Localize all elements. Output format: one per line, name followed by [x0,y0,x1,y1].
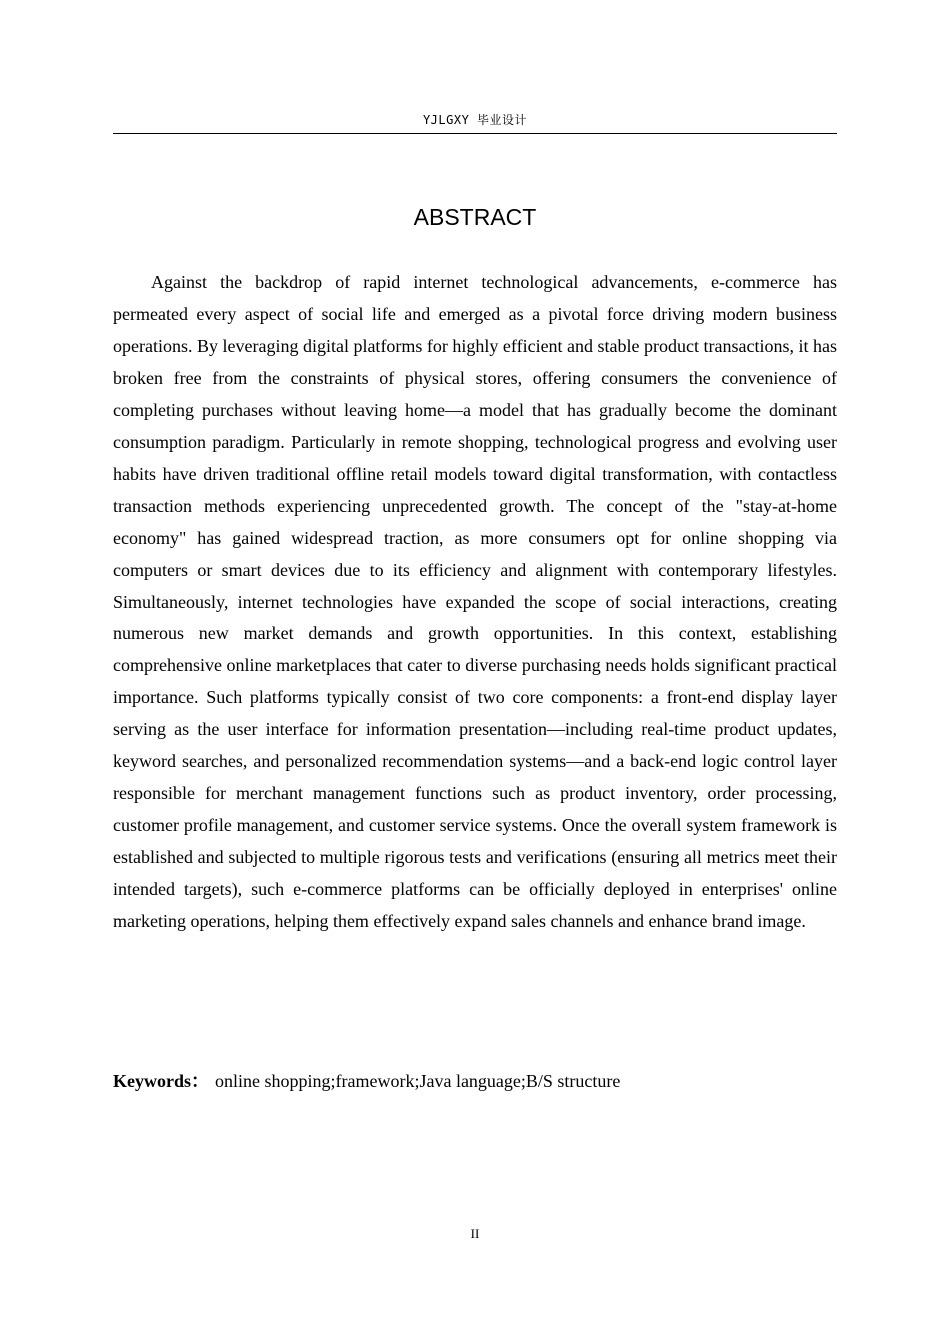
page-header [113,110,837,134]
header-text: YJLGXY 毕业设计 [422,113,528,127]
keywords-line [113,1066,837,1096]
keywords-label: Keywords [113,1071,191,1091]
abstract-body: Against the backdrop of rapid internet technological advancements, e-commerce has permeated every aspect of social life and emerged as a pivotal force driving modern business operations. By leveraging digital platforms for highly efficient and stable product transactions, it has broken free from the constraints of physical stores, offering consumers the convenience of completing purchases without leaving home—a model that has gradually become the dominant consumption paradigm. Particularly in remote shopping, technological progress and evolving user habits have driven traditional offline retail models toward digital transformation, with contactless transaction methods experiencing unprecedented growth. The concept of the "stay-at-home economy" has gained widespread traction, as more consumers opt for online shopping via computers or smart devices due to its efficiency and alignment with contemporary lifestyles. Simultaneously, internet technologies have expanded the scope of social interactions, creating numerous new market demands and growth opportunities. In this context, establishing comprehensive online marketplaces that cater to diverse purchasing needs holds significant practical importance. Such platforms typically consist of two core components: a front-end display layer serving as the user interface for information presentation—including real-time product updates, keyword searches, and personalized recommendation systems—and a back-end logic control layer responsible for merchant management functions such as product inventory, order processing, customer profile management, and customer service systems. Once the overall system framework is established and subjected to multiple rigorous tests and verifications (ensuring all metrics meet their intended targets), such e-commerce platforms can be officially deployed in enterprises' online marketing operations, helping them effectively expand sales channels and enhance brand image. [113,272,837,932]
abstract-title: ABSTRACT [413,204,537,230]
keywords-separator: ： [191,1071,209,1091]
page-number: II [470,1226,480,1241]
keywords-value: online shopping;framework;Java language;B/S structure [215,1071,621,1091]
